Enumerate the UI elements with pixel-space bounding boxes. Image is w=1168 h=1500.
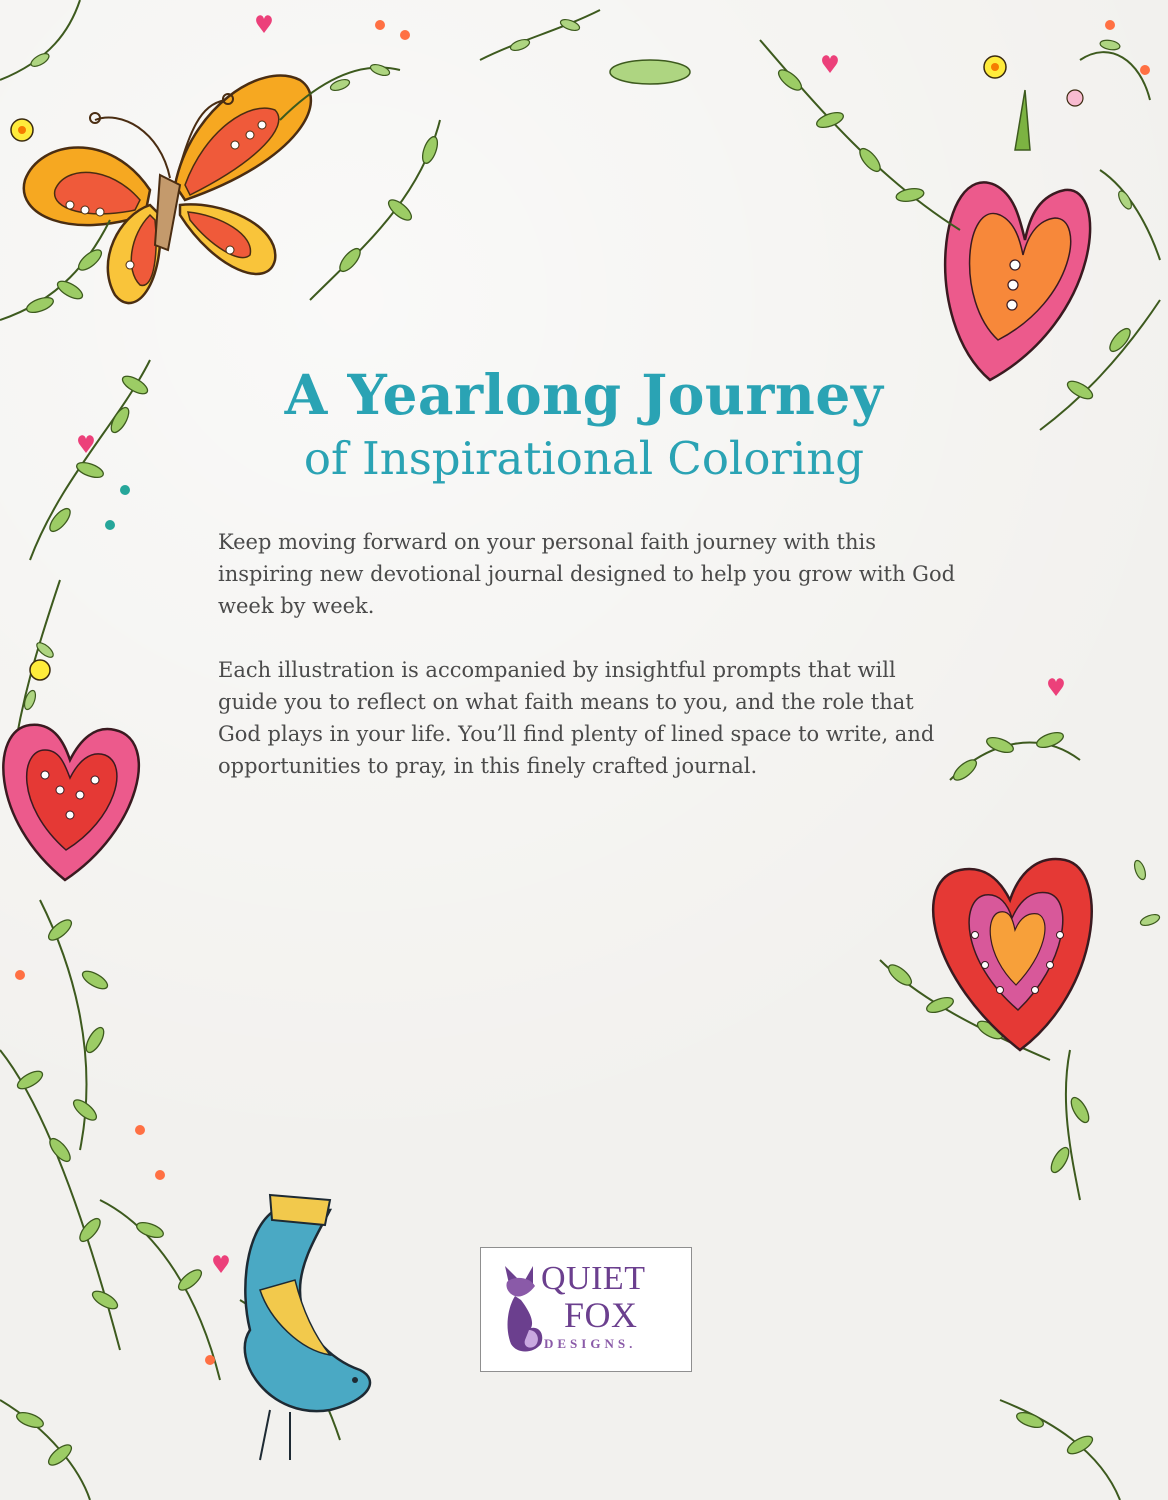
fox-icon bbox=[499, 1264, 547, 1356]
heart-icon bbox=[3, 725, 138, 880]
publisher-logo bbox=[480, 1247, 692, 1372]
logo-text-fox: FOX bbox=[564, 1295, 638, 1335]
description-paragraph-1: Keep moving forward on your personal faith journey with this inspiring new devotional journal designed to help you grow with God week by week. bbox=[218, 530, 956, 618]
heart-icon bbox=[933, 859, 1091, 1050]
page-title: A Yearlong Journey bbox=[284, 362, 884, 427]
description-paragraph-2: Each illustration is accompanied by insightful prompts that will guide you to reflect on what faith means to you, and the role that God plays in your life. You’ll find plenty of lined space to write, and opportunities to pray, in this finely crafted journal. bbox=[218, 658, 935, 778]
butterfly-icon bbox=[24, 76, 311, 303]
bird-icon bbox=[245, 1195, 370, 1460]
page-subtitle: of Inspirational Coloring bbox=[303, 432, 865, 485]
logo-text-designs: DESIGNS. bbox=[544, 1336, 637, 1351]
heart-icon bbox=[945, 90, 1090, 380]
logo-text-quiet: QUIET bbox=[541, 1260, 646, 1297]
